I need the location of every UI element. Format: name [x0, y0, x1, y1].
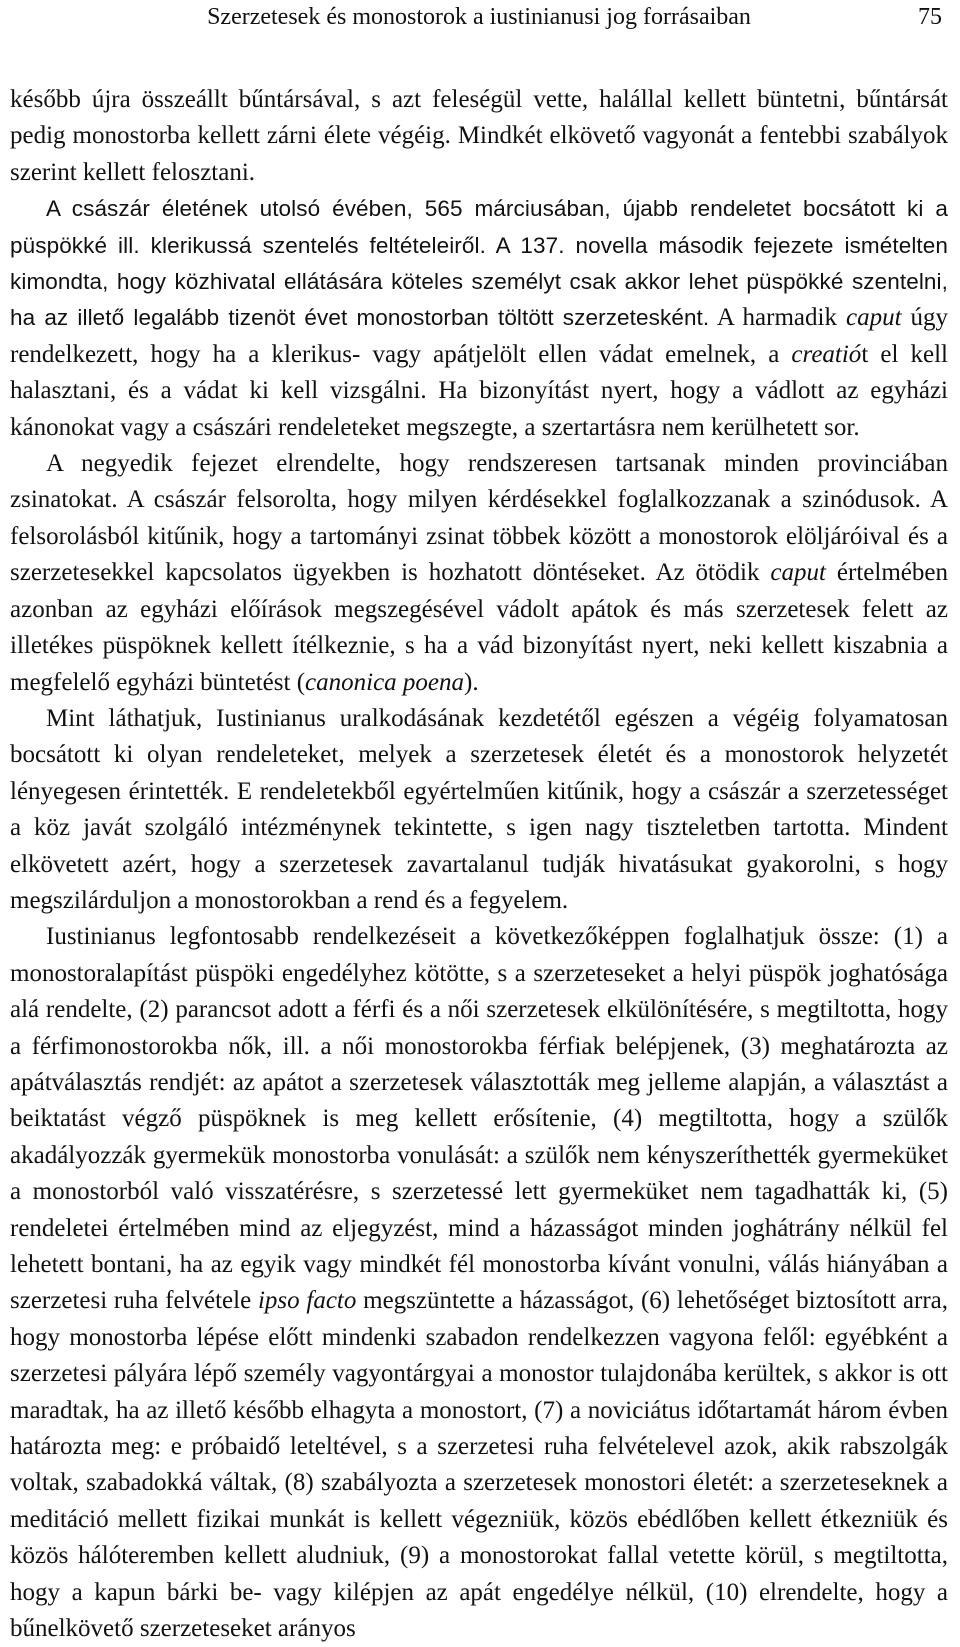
paragraph-5 [10, 919, 948, 1647]
paragraph-2-text-d: t el kell halasztani, és a vádat ki kell vizsgálni. Ha bizonyítást nyert, hogy a vádlott az egyházi kánonokat vagy a császári rendeleteket megszegte, a szertartásra nem kerülhetett sor. [10, 340, 948, 441]
paragraph-1-text: később újra összeállt bűntársával, s azt feleségül vette, halállal kellett büntetni, bűntársát pedig monostorba kellett zárni élete végéig. Mindkét elkövető vagyonát a fentebbi szabályok szerint kellett felosztani. [10, 86, 948, 186]
paragraph-2 [10, 191, 948, 446]
creatio-term: creatió [791, 340, 862, 368]
paragraph-2-sans-text: A császár életének utolsó évében, 565 márciusában, újabb rendeletet bocsátott ki a püspökké ill. klerikussá szentelés feltételeiről. A 137. novella második fejezete ismételten kimondta, hogy közhivatal ellátására köteles személyt csak akkor lehet püspökké szentelni, ha az illető legalább tizenöt évet monostorban töltött szerzetesként. [10, 196, 948, 331]
paragraph-3-text-b: értelmében azonban az egyházi előírások megszegésével vádolt apátok és más szerzetesek felett az illetékes püspöknek kellett ítélkeznie, s ha a vád bizonyítást nyert, neki kellett kiszabnia a megfelelő egyházi büntetést ( [10, 559, 948, 696]
caput-term: caput [845, 304, 902, 332]
paragraph-5-text-b: megszüntette a házasságot, (6) lehetőséget biztosított arra, hogy monostorba lépése előtt mindenki szabadon rendelkezzen vagyona felől: egyébként a szerzetesi pályára lépő személy vagyontárgyai a monostor tulajdonába kerültek, s akkor is ott maradtak, ha az illető később elhagyta a monostort, (7) a noviciátus időtartamát három évben határozta meg: e próbaidő leteltével, s a szerzetesi ruha felvételevel azok, akik rabszolgák voltak, szabadokká váltak, (8) szabályozta a szerzetesek monostori életét: a szerzeteseknek a meditáció mellett fizikai munkát is kellett végezniük, közös ebédlőben kellett étkezniük és közös hálóteremben kellett aludniuk, (9) a monostorokat fallal vetette körül, s megtiltotta, hogy a kapun bárki be- vagy kilépjen az apát engedélye nélkül, (10) elrendelte, hogy a bűnelkövető szerzeteseket arányos [10, 1287, 948, 1643]
paragraph-3-text-c: ). [464, 668, 479, 696]
paragraph-5-text-a: Iustinianus legfontosabb rendelkezéseit a következőképpen foglalhatjuk össze: (1) a monostoralapítást püspöki engedélyhez kötötte, s a szerzeteseket a helyi püspök joghatósága alá rendelte, (2) parancsot adott a férfi és a női szerzetesek elkülönítésére, s megtiltotta, hogy a férfimonostorokba nők, ill. a női monostorokba férfiak belépjenek, (3) meghatározta az apátválasztás rendjét: az apátot a szerzetesek választották meg jelleme alapján, a választást a beiktatást végző püspöknek is meg kellett erősítenie, (4) megtiltotta, hogy a szülők akadályozzák gyermekük monostorba vonulását: a szülők nem kényszeríthették gyermeküket a monostorból való visszatérésre, s szerzetessé lett gyermeküket nem tagadhatták ki, (5) rendeletei értelmében mind az eljegyzést, mind a házasságot minden joghátrány nélkül fel lehetett bontani, ha az egyik vagy mindkét fél monostorba kívánt vonulni, válás hiányában a szerzetesi ruha felvétele [10, 923, 948, 1315]
ipso-facto-term: ipso facto [257, 1287, 357, 1315]
paragraph-3-text-a: A negyedik fejezet elrendelte, hogy rendszeresen tartsanak minden provinciában zsinatokat. A császár felsorolta, hogy milyen kérdésekkel foglalkozzanak a szinódusok. A felsorolásból kitűnik, hogy a tartományi zsinat többek között a monostorok elöljáróival és a szerzetesekkel kapcsolatos ügyekben is hozhatott döntéseket. Az ötödik [10, 450, 948, 587]
running-header [10, 0, 948, 60]
paragraph-4-text: Mint láthatjuk, Iustinianus uralkodásának kezdetétől egészen a végéig folyamatosan bocsátott ki olyan rendeleteket, melyek a szerzetesek életét és a monostorok helyzetét lényegesen érintették. E rendeletekből egyértelműen kitűnik, hogy a császár a szerzetességet a köz javát szolgáló intézménynek tekintette, s igen nagy tiszteletben tartotta. Mindent elkövetett azért, hogy a szerzetesek zavartalanul tudják hivatásukat gyakorolni, s hogy megszilárduljon a monostorokban a rend és a fegyelem. [10, 704, 948, 914]
paragraph-2-text-c: úgy rendelkezett, hogy ha a klerikus- vagy apátjelölt ellen vádat emelnek, a [10, 304, 949, 368]
canonica-poena-term: canonica poena [305, 668, 465, 696]
running-title: Szerzetesek és monostorok a iustinianusi jog forrásaiban [207, 4, 751, 30]
paragraph-3 [10, 446, 948, 701]
page-number: 75 [918, 4, 942, 30]
caput-term-2: caput [770, 559, 826, 587]
paragraph-4 [10, 701, 948, 919]
paragraph-2-text-b: A harmadik [709, 304, 846, 332]
paragraph-1 [10, 82, 948, 191]
body-text [10, 82, 948, 1647]
